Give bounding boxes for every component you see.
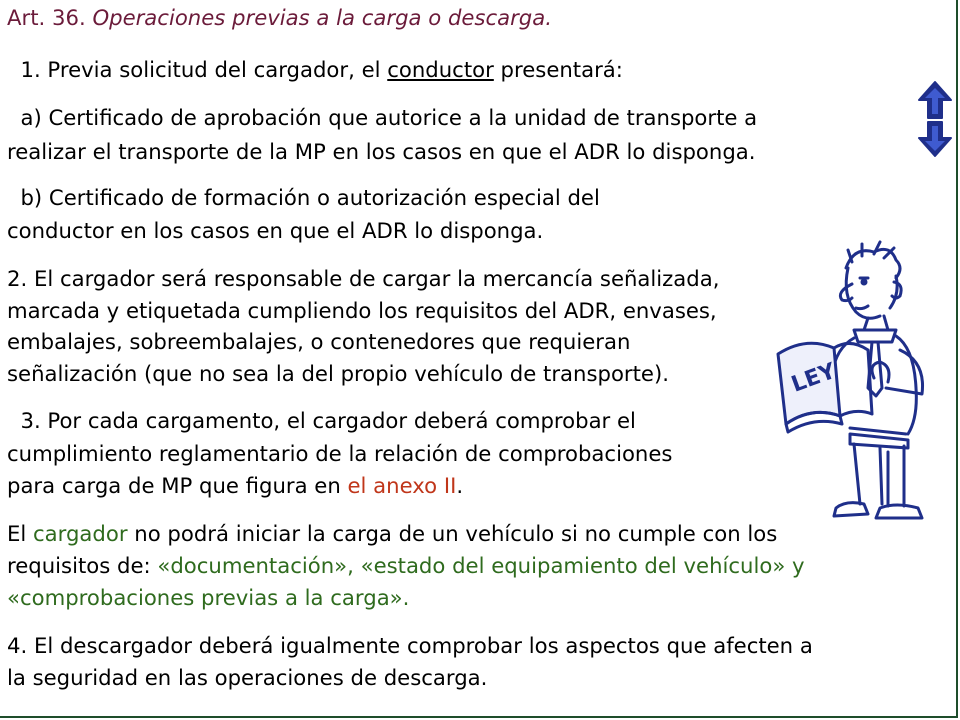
note-line-3 — [7, 583, 409, 613]
paragraph-3-line-1: 3. Por cada cargamento, el cargador deberá comprobar el — [7, 408, 636, 433]
cartoon-man-reading-law-book — [776, 238, 958, 522]
arrow-down-icon — [917, 120, 953, 158]
paragraph-2-line-4: señalización (que no sea la del propio vehículo de transporte). — [7, 361, 669, 386]
paragraph-1-end: presentará: — [493, 57, 623, 82]
note-line-1-start: El — [7, 521, 34, 546]
article-heading: Operaciones previas a la carga o descarga. — [92, 5, 552, 30]
paragraph-4-line-2: la seguridad en las operaciones de descarga. — [7, 665, 488, 690]
paragraph-1 — [7, 55, 623, 85]
note-line-1-end: no podrá iniciar la carga de un vehículo si no cumple con los — [127, 521, 778, 546]
paragraph-b-line-2: conductor en los casos en que el ADR lo disponga. — [7, 218, 544, 243]
paragraph-2-line-1: 2. El cargador será responsable de cargar la mercancía señalizada, — [7, 266, 720, 291]
documentacion-quote: «documentación» — [157, 553, 348, 578]
next-slide-button[interactable] — [917, 120, 953, 158]
page-title — [7, 3, 552, 33]
paragraph-2-line-2: marcada y etiquetada cumpliendo los requisitos del ADR, envases, — [7, 298, 717, 323]
anexo-ii-link[interactable]: el anexo II — [347, 473, 457, 498]
conductor-link[interactable]: conductor — [387, 57, 494, 82]
paragraph-b-line-1: b) Certificado de formación o autorización especial del — [7, 185, 600, 210]
previous-slide-button[interactable] — [917, 80, 953, 120]
note-line-2-start: requisitos de: — [7, 553, 158, 578]
paragraph-2-line-3: embalajes, sobreembalajes, o contenedores que requieran — [7, 329, 631, 354]
note-line-2 — [7, 551, 805, 581]
paragraph-a-line-1: a) Certificado de aprobación que autorice a la unidad de transporte a — [7, 105, 758, 130]
paragraph-1-text: 1. Previa solicitud del cargador, el — [7, 57, 388, 82]
man-with-book-illustration — [776, 238, 958, 522]
paragraph-3-line-3-text: para carga de MP que figura en — [7, 473, 348, 498]
equipamiento-quote: «estado del equipamiento del vehículo» y — [360, 553, 805, 578]
paragraph-3-line-3-end: . — [456, 473, 464, 498]
paragraph-a-line-2: realizar el transporte de la MP en los casos en que el ADR lo disponga. — [7, 139, 756, 164]
book-label: LEY — [788, 358, 840, 398]
frame-bottom-border — [0, 716, 958, 718]
arrow-up-icon — [917, 80, 953, 120]
note-line-3-end: . — [402, 585, 410, 610]
note-line-1 — [7, 519, 777, 549]
paragraph-3-line-3 — [7, 471, 463, 501]
paragraph-4-line-1: 4. El descargador deberá igualmente comprobar los aspectos que afecten a — [7, 633, 813, 658]
article-number: Art. 36. — [7, 5, 86, 30]
paragraph-3-line-2: cumplimiento reglamentario de la relación de comprobaciones — [7, 441, 673, 466]
note-line-2-separator: , — [347, 553, 361, 578]
cargador-highlight: cargador — [33, 521, 128, 546]
comprobaciones-quote: «comprobaciones previas a la carga» — [7, 585, 403, 610]
